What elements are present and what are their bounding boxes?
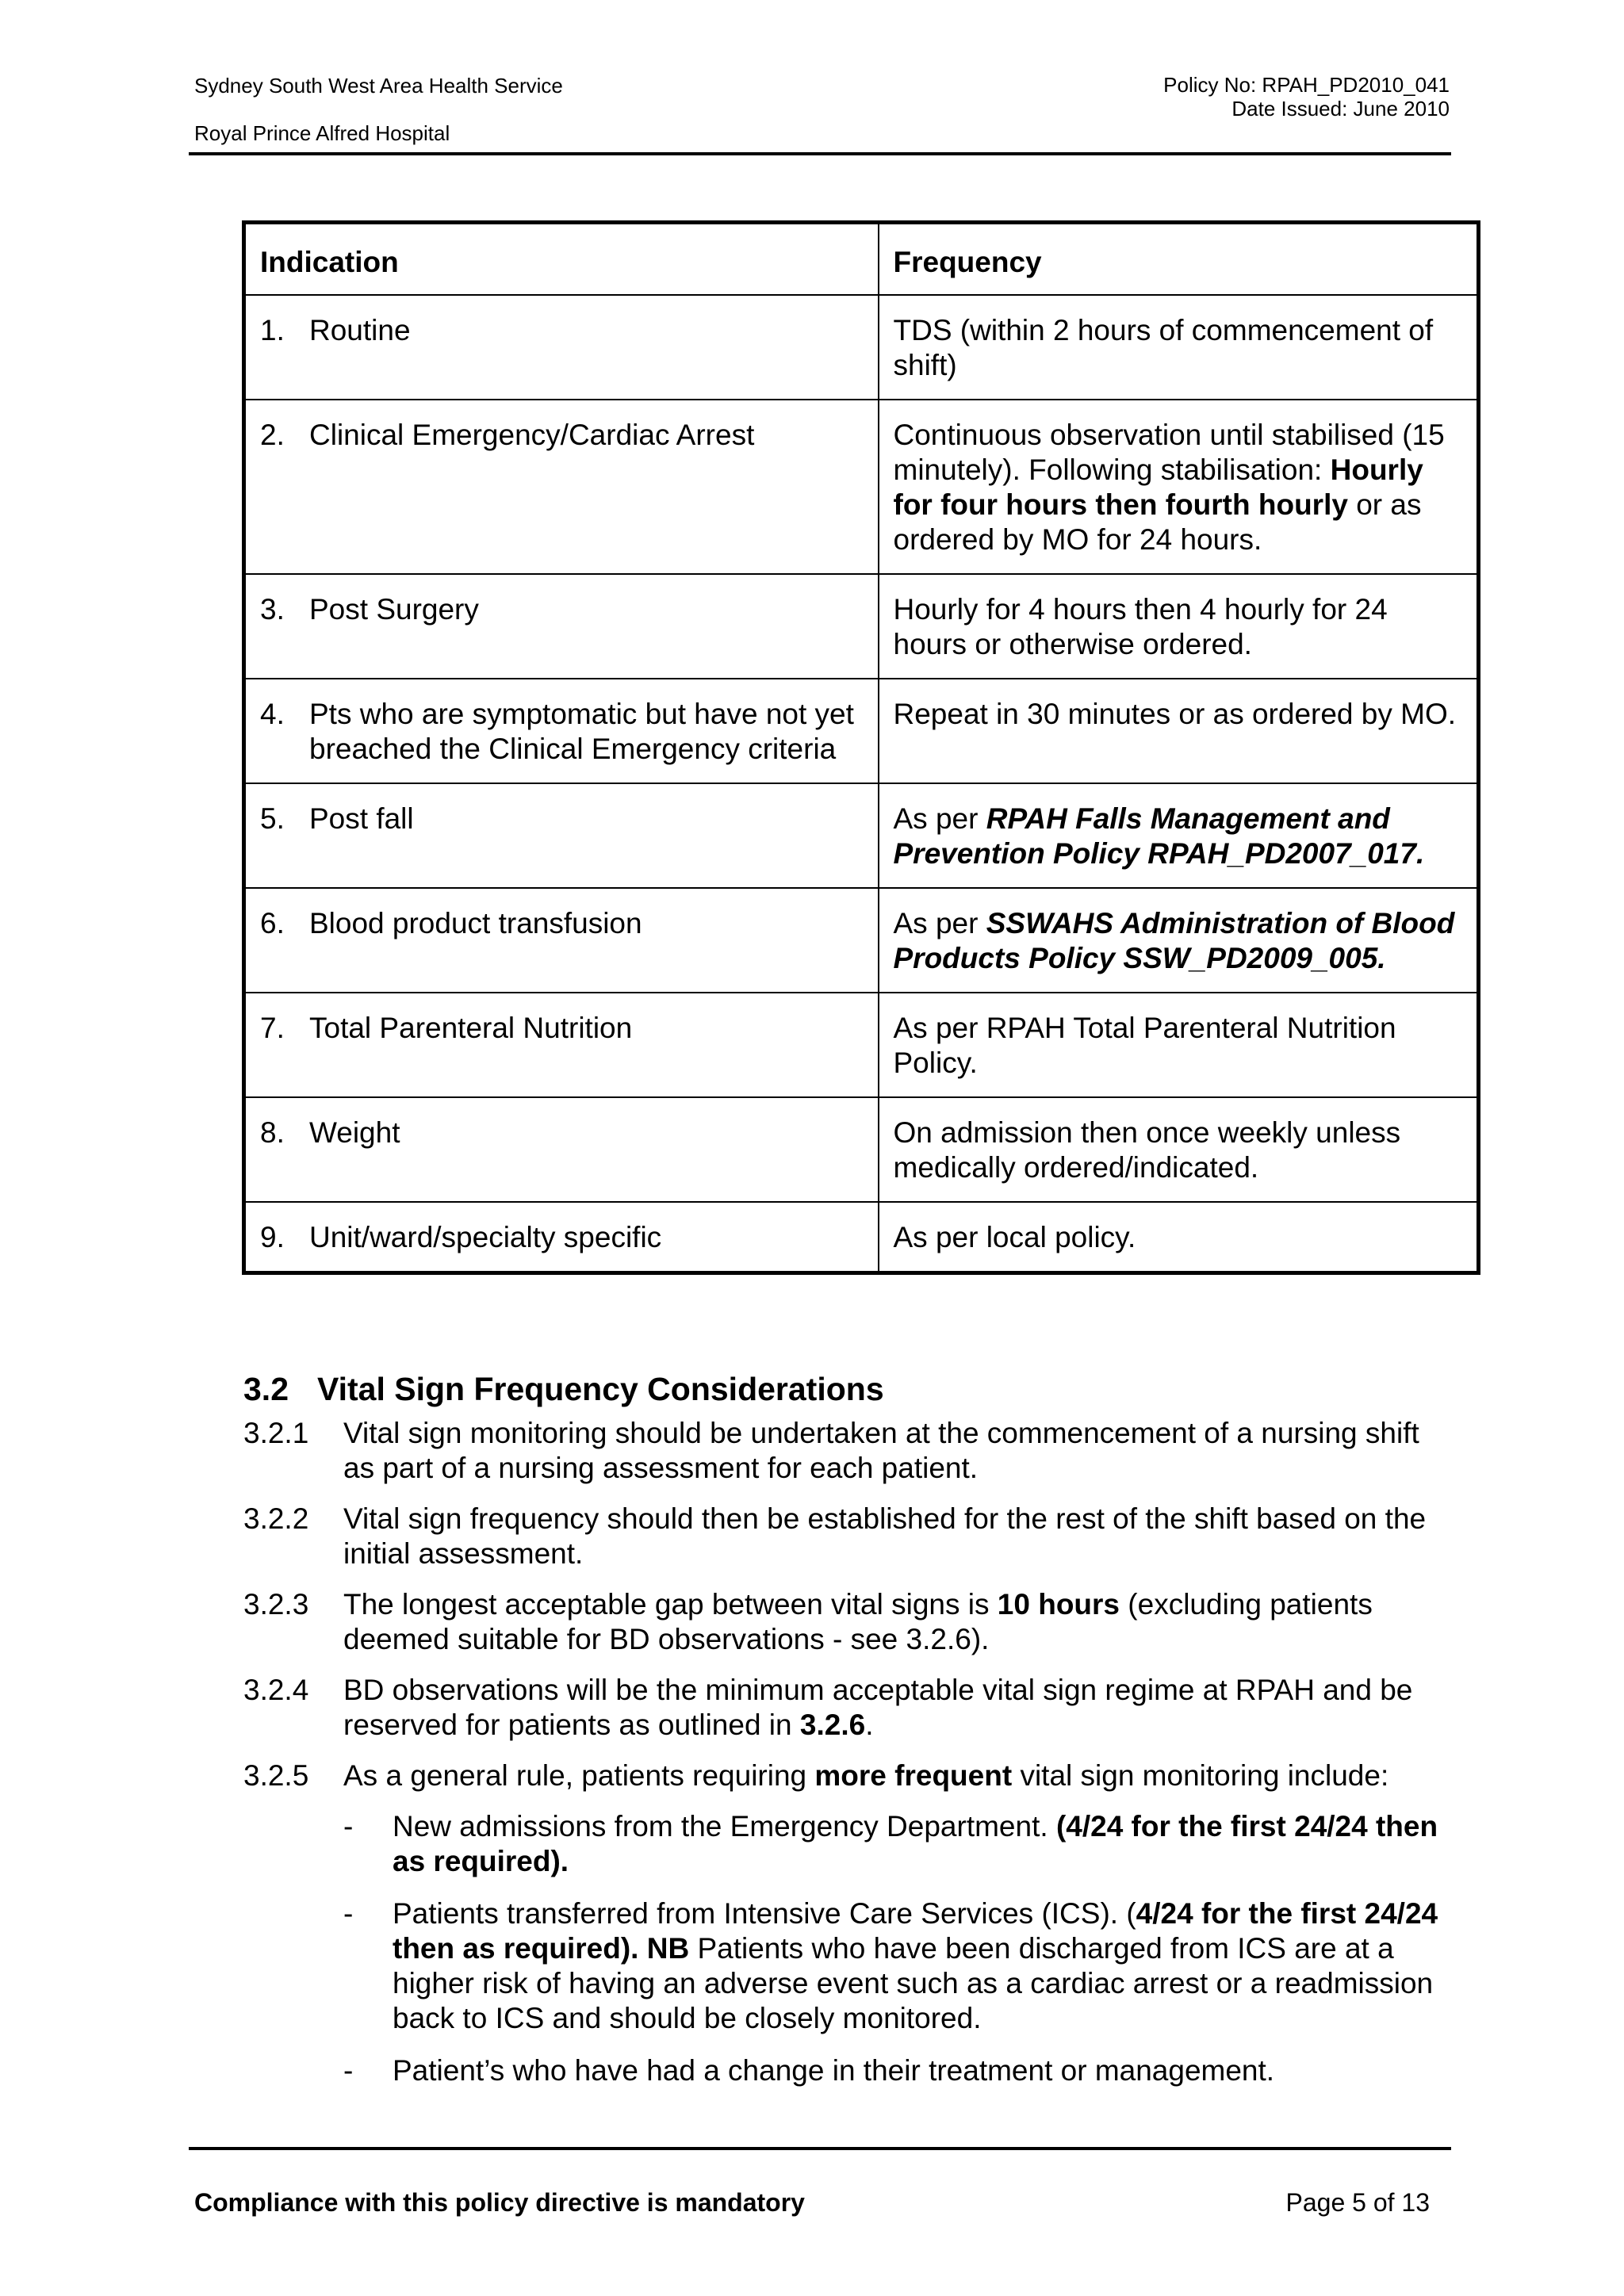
bullet-bold-text: 4/24 for the first 24/24 then as required). NB	[393, 1897, 1438, 1965]
item-text-part: Vital sign monitoring should be undertaken at the commencement of a nursing shift as part of a nursing assessment for each patient.	[343, 1417, 1419, 1484]
column-header-indication: Indication	[244, 223, 879, 296]
header-policy-info	[1163, 73, 1450, 121]
frequency-cell	[879, 679, 1479, 783]
frequency-bold-text: Hourly for four hours then fourth hourly	[893, 453, 1423, 521]
item-number: 3.2.5	[243, 1759, 309, 1792]
frequency-cell	[879, 574, 1479, 679]
table-row	[244, 993, 1479, 1097]
frequency-text: As per	[893, 907, 986, 939]
frequency-text: Hourly for 4 hours then 4 hourly for 24 hours or otherwise ordered.	[893, 593, 1388, 660]
frequency-text: Continuous observation until stabilised (15 minutely). Following stabilisation:	[893, 419, 1445, 486]
indication-text: Total Parenteral Nutrition	[309, 1012, 633, 1044]
frequency-text: or as ordered by MO for 24 hours.	[893, 488, 1422, 556]
frequency-text: TDS (within 2 hours of commencement of shift)	[893, 314, 1434, 381]
frequency-text: As per local policy.	[893, 1221, 1136, 1253]
indication-text: Blood product transfusion	[309, 907, 642, 939]
indication-cell	[244, 1202, 879, 1273]
section-title: Vital Sign Frequency Considerations	[317, 1371, 884, 1407]
item-text-part: (excluding patients deemed suitable for BD observations - see 3.2.6).	[343, 1588, 1373, 1655]
indication-text: Weight	[309, 1116, 400, 1149]
indication-text: Post Surgery	[309, 593, 479, 626]
list-item	[243, 1587, 1480, 1657]
item-text	[343, 1673, 1480, 1743]
frequency-table	[242, 220, 1480, 1275]
footer-page-number: Page 5 of 13	[1285, 2188, 1430, 2217]
bullet-list	[343, 1809, 1480, 2088]
header-policy-number: Policy No: RPAH_PD2010_041	[1163, 73, 1450, 97]
indication-text: Pts who are symptomatic but have not yet breached the Clinical Emergency criteria	[309, 698, 854, 765]
item-text	[343, 1416, 1480, 1486]
item-number: 3.2.4	[243, 1674, 309, 1706]
item-text-part: BD observations will be the minimum acceptable vital sign regime at RPAH and be reserved for patients as outlined in	[343, 1674, 1413, 1741]
header-org-line1: Sydney South West Area Health Service	[194, 74, 563, 98]
bullet-text-part: Patients who have been discharged from ICS are at a higher risk of having an adverse event such as a cardiac arrest or a readmission back to ICS and should be closely monitored.	[393, 1932, 1434, 2034]
item-text-part: Vital sign frequency should then be established for the rest of the shift based on the initial assessment.	[343, 1502, 1427, 1570]
row-number: 8.	[260, 1116, 285, 1149]
frequency-text: As per	[893, 802, 986, 835]
table-row	[244, 1097, 1479, 1202]
table-header-row	[244, 223, 1479, 296]
bullet-item	[343, 1896, 1480, 2036]
bullet-item	[343, 2053, 1480, 2088]
header-divider	[189, 152, 1451, 155]
header-date-issued: Date Issued: June 2010	[1231, 97, 1450, 121]
bullet-bold-text: (4/24 for the first 24/24 then as required).	[393, 1810, 1438, 1877]
bullet-text-part: New admissions from the Emergency Department.	[393, 1810, 1056, 1843]
list-item	[243, 1673, 1480, 1743]
bullet-text-part: Patients transferred from Intensive Care Services (ICS). (	[393, 1897, 1136, 1930]
indication-text: Routine	[309, 314, 411, 346]
indication-cell	[244, 679, 879, 783]
policy-reference: RPAH Falls Management and Prevention Policy RPAH_PD2007_017.	[893, 802, 1425, 870]
frequency-cell	[879, 888, 1479, 993]
frequency-text: As per RPAH Total Parenteral Nutrition Policy.	[893, 1012, 1396, 1079]
list-item	[243, 1758, 1480, 1793]
frequency-text: Repeat in 30 minutes or as ordered by MO.	[893, 698, 1457, 730]
item-text	[343, 1758, 1480, 1793]
header-org-line2: Royal Prince Alfred Hospital	[194, 121, 450, 145]
frequency-cell	[879, 783, 1479, 888]
frequency-cell	[879, 1097, 1479, 1202]
indication-text: Post fall	[309, 802, 414, 835]
table-row	[244, 574, 1479, 679]
indication-cell	[244, 1097, 879, 1202]
row-number: 3.	[260, 593, 285, 626]
row-number: 1.	[260, 314, 285, 346]
item-text-part: As a general rule, patients requiring	[343, 1759, 815, 1792]
item-text-part: vital sign monitoring include:	[1012, 1759, 1389, 1792]
row-number: 6.	[260, 907, 285, 939]
item-bold-text: more frequent	[814, 1759, 1013, 1792]
item-number: 3.2.3	[243, 1588, 309, 1621]
section-heading	[243, 1372, 1480, 1406]
item-bold-text: 3.2.6	[799, 1709, 866, 1741]
item-number: 3.2.2	[243, 1502, 309, 1535]
indication-cell	[244, 993, 879, 1097]
footer-divider	[189, 2147, 1451, 2150]
bullet-text	[393, 2053, 1480, 2088]
bullet-text	[393, 1896, 1480, 2036]
bullet-text	[393, 1809, 1480, 1879]
frequency-cell	[879, 993, 1479, 1097]
item-text	[343, 1502, 1480, 1571]
footer-compliance-note: Compliance with this policy directive is mandatory	[194, 2188, 805, 2217]
bullet-dash: -	[343, 1897, 354, 1930]
row-number: 2.	[260, 419, 285, 451]
indication-cell	[244, 783, 879, 888]
column-header-frequency: Frequency	[879, 223, 1479, 296]
item-text-part: The longest acceptable gap between vital signs is	[343, 1588, 998, 1621]
bullet-dash: -	[343, 1810, 354, 1843]
row-number: 4.	[260, 698, 285, 730]
table-row	[244, 400, 1479, 574]
bullet-text-part: Patient’s who have had a change in their treatment or management.	[393, 2054, 1275, 2087]
indication-cell	[244, 400, 879, 574]
frequency-cell	[879, 1202, 1479, 1273]
row-number: 5.	[260, 802, 285, 835]
item-bold-text: 10 hours	[997, 1588, 1120, 1621]
frequency-text: On admission then once weekly unless medically ordered/indicated.	[893, 1116, 1401, 1184]
table-row	[244, 888, 1479, 993]
item-number: 3.2.1	[243, 1417, 309, 1449]
table-row	[244, 679, 1479, 783]
policy-reference: SSWAHS Administration of Blood Products Policy SSW_PD2009_005.	[893, 907, 1455, 974]
row-number: 9.	[260, 1221, 285, 1253]
frequency-cell	[879, 400, 1479, 574]
indication-cell	[244, 574, 879, 679]
header-organisation	[194, 73, 563, 147]
list-item	[243, 1416, 1480, 1486]
item-text	[343, 1587, 1480, 1657]
table-row	[244, 295, 1479, 400]
row-number: 7.	[260, 1012, 285, 1044]
section-vital-sign-frequency	[243, 1372, 1480, 2106]
table-row	[244, 1202, 1479, 1273]
frequency-cell	[879, 295, 1479, 400]
item-text-part: .	[865, 1709, 874, 1741]
table-row	[244, 783, 1479, 888]
bullet-item	[343, 1809, 1480, 1879]
list-item	[243, 1502, 1480, 1571]
indication-text: Unit/ward/specialty specific	[309, 1221, 662, 1253]
indication-cell	[244, 888, 879, 993]
bullet-dash: -	[343, 2054, 354, 2087]
indication-cell	[244, 295, 879, 400]
indication-text: Clinical Emergency/Cardiac Arrest	[309, 419, 755, 451]
section-number: 3.2	[243, 1371, 289, 1407]
